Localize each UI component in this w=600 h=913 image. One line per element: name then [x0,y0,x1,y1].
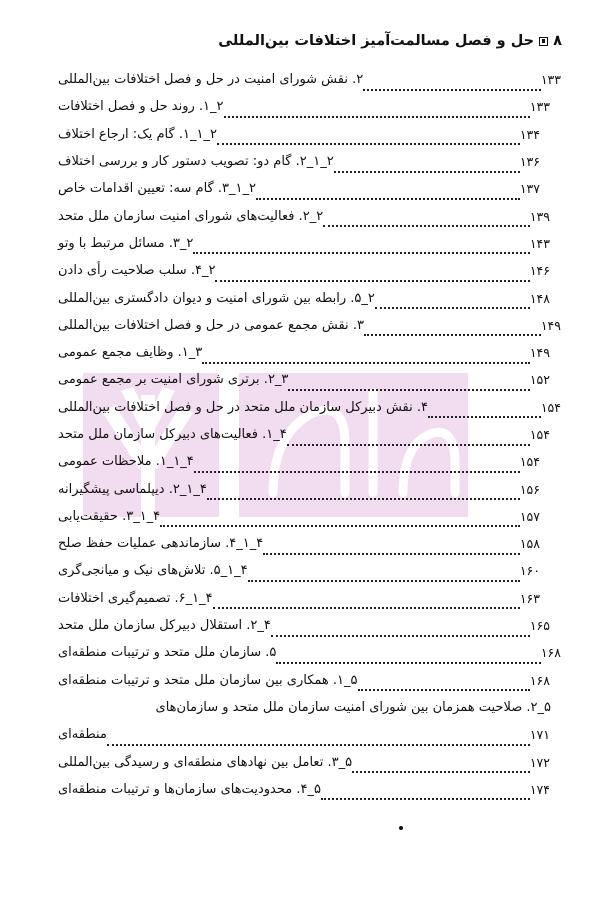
toc-entry-title: ۲_۲. فعالیت‌های شورای امنیت سازمان ملل متحد [58,208,324,224]
toc-entry-title: ۲_۱. روند حل و فصل اختلافات [58,99,224,115]
toc-entry-title: ۲. نقش شورای امنیت در حل و فصل اختلافات بین‌المللی [58,72,364,88]
toc-entry-page: ۱۴۶ [529,263,550,279]
toc-entry-title: ۲_۵. رابطه بین شورای امنیت و دیوان دادگستری بین‌المللی [58,290,375,306]
toc-entry-title: ۴_۱. فعالیت‌های دبیرکل سازمان ملل متحد [58,427,287,442]
leader-dots [271,621,530,637]
toc-entry[interactable] [55,121,562,148]
leader-dots [321,784,530,800]
toc-entry-page: ۱۳۳ [529,99,550,115]
toc-entry-title: ۲_۱_۲. گام دو: تصویب دستور کار و بررسی اختلاف [58,154,334,170]
toc-entry[interactable] [55,667,562,694]
toc-entry-page: ۱۷۱ [529,727,550,743]
leader-dots [288,375,529,391]
toc-entry-title-cont: منطقه‌ای [58,727,107,743]
toc-entry[interactable] [55,394,562,421]
header-book-title: حل و فصل مسالمت‌آمیز اختلافات بین‌المللی [218,33,535,49]
leader-dots [256,184,520,200]
toc-entry-title: ۳_۲. برتری شورای امنیت بر مجمع عمومی [58,372,289,388]
leader-dots [107,730,530,746]
toc-entry[interactable] [55,230,562,257]
toc-entry-page: ۱۷۴ [529,781,550,797]
toc-entry-title: ۴_۱_۱. ملاحظات عمومی [58,454,194,470]
toc-entry-title: ۴_۱_۳. حقیقت‌یابی [58,508,161,524]
toc-entry-page: ۱۴۹ [540,317,561,333]
toc-entry-title: ۴_۱_۶. تصمیم‌گیری اختلافات [58,590,213,606]
toc-entry-page: ۱۵۸ [519,536,540,552]
leader-dots [263,539,520,555]
toc-entry[interactable] [55,776,562,803]
toc-entry[interactable] [55,257,562,284]
toc-entry-page: ۱۳۷ [519,181,540,197]
leader-dots [428,402,541,418]
leader-dots [363,75,541,91]
leader-dots [352,757,530,773]
leader-dots [160,511,520,527]
toc-entry-title: ۴_۱_۴. سازماندهی عملیات حفظ صلح [58,536,264,552]
toc-entry-page: ۱۳۹ [529,208,550,224]
toc-entry-page: ۱۶۳ [519,590,540,606]
leader-dots [217,129,520,145]
toc-entry[interactable] [55,639,562,666]
toc-entry-page: ۱۶۸ [529,672,550,688]
toc-entry[interactable] [55,748,562,775]
running-header [218,33,562,49]
toc-entry-page: ۱۳۴ [519,126,540,142]
toc-entry[interactable] [55,557,562,584]
toc-entry-page: ۱۷۲ [529,754,550,770]
toc-entry-title: ۲_۱_۱. گام یک: ارجاع اختلاف [58,126,217,142]
toc-entry-page: ۱۴۸ [529,290,550,306]
toc-entry-page: ۱۵۴ [519,454,540,470]
toc-entry-title: ۵_۳. تعامل بین نهادهای منطقه‌ای و رسیدگی بین‌المللی [58,754,353,770]
leader-dots [334,157,520,173]
toc-entry[interactable] [55,503,562,530]
toc-entry-page: ۱۵۲ [529,372,550,388]
leader-dots [287,430,530,446]
toc-entry[interactable] [55,93,562,120]
page-end-dot [399,826,403,830]
toc-entry-title: ۵_۴. محدودیت‌های سازمان‌ها و ترتیبات منطقه‌ای [58,781,321,797]
square-bullet-icon [539,37,548,46]
toc-entry-title: ۲_۴. سلب صلاحیت رأی دادن [58,263,216,279]
toc-entry-page: ۱۶۵ [529,618,550,634]
toc-entry-page: ۱۳۳ [540,72,561,88]
toc-entry-title: ۴. نقش دبیرکل سازمان ملل متحد در حل و فصل اختلافات بین‌المللی [58,399,428,415]
toc-entry[interactable] [55,148,562,175]
toc-entry[interactable] [55,339,562,366]
toc-entry-page: ۱۳۶ [519,154,540,170]
toc-entry[interactable] [55,530,562,557]
toc-entry[interactable] [55,312,562,339]
leader-dots [193,238,530,254]
leader-dots [323,211,530,227]
toc-entry-page: ۱۴۳ [529,235,550,251]
toc-entry-page: ۱۴۹ [529,345,550,361]
toc-entry-page: ۱۵۴ [540,399,561,415]
leader-dots [213,593,520,609]
leader-dots [207,484,520,500]
leader-dots [358,675,530,691]
leader-dots [202,348,530,364]
toc-entry-page: ۱۵۴ [529,427,550,442]
leader-dots [276,648,540,664]
toc-entry[interactable] [55,612,562,639]
leader-dots [224,102,530,118]
toc-entry-title: ۴_۲. استقلال دبیرکل سازمان ملل متحد [58,618,271,634]
toc-entry[interactable] [55,284,562,311]
toc-entry-wrapped-line[interactable] [55,694,562,721]
toc-entry[interactable] [55,175,562,202]
header-page-number: ۸ [553,33,562,49]
toc-entry[interactable] [55,421,562,448]
toc-entry[interactable] [55,366,562,393]
toc-entry-page: ۱۶۸ [540,645,561,661]
toc-entry-page: ۱۶۰ [519,563,540,579]
toc-entry-title: ۲_۱_۳. گام سه: تعیین اقدامات خاص [58,181,256,197]
table-of-contents [55,66,562,803]
leader-dots [215,266,529,282]
toc-entry-title: ۵_۱. همکاری بین سازمان ملل متحد و ترتیبات منطقه‌ای [58,672,358,688]
toc-entry-title: ۴_۱_۵. تلاش‌های نیک و میانجی‌گری [58,563,248,579]
toc-entry-page: ۱۵۷ [519,508,540,524]
leader-dots [375,293,530,309]
toc-entry[interactable] [55,202,562,229]
toc-entry[interactable] [55,448,562,475]
toc-entry-continuation[interactable] [55,721,562,748]
leader-dots [248,566,520,582]
toc-entry-title: ۳_۱. وظایف مجمع عمومی [58,345,203,361]
toc-entry-title: ۳. نقش مجمع عمومی در حل و فصل اختلافات بین‌المللی [58,317,364,333]
leader-dots [364,320,541,336]
toc-entry-title: ۲_۳. مسائل مرتبط با وتو [58,235,194,251]
leader-dots [194,457,520,473]
toc-entry[interactable] [55,585,562,612]
toc-entry[interactable] [55,475,562,502]
toc-entry-page: ۱۵۶ [519,481,540,497]
toc-entry-title: ۵. سازمان ملل متحد و ترتیبات منطقه‌ای [58,645,277,661]
toc-entry[interactable] [55,66,562,93]
toc-entry-title: ۵_۲. صلاحیت همزمان بین شورای امنیت سازمان ملل متحد و سازمان‌های [155,699,551,715]
toc-entry-title: ۴_۱_۲. دیپلماسی پیشگیرانه [58,481,207,497]
